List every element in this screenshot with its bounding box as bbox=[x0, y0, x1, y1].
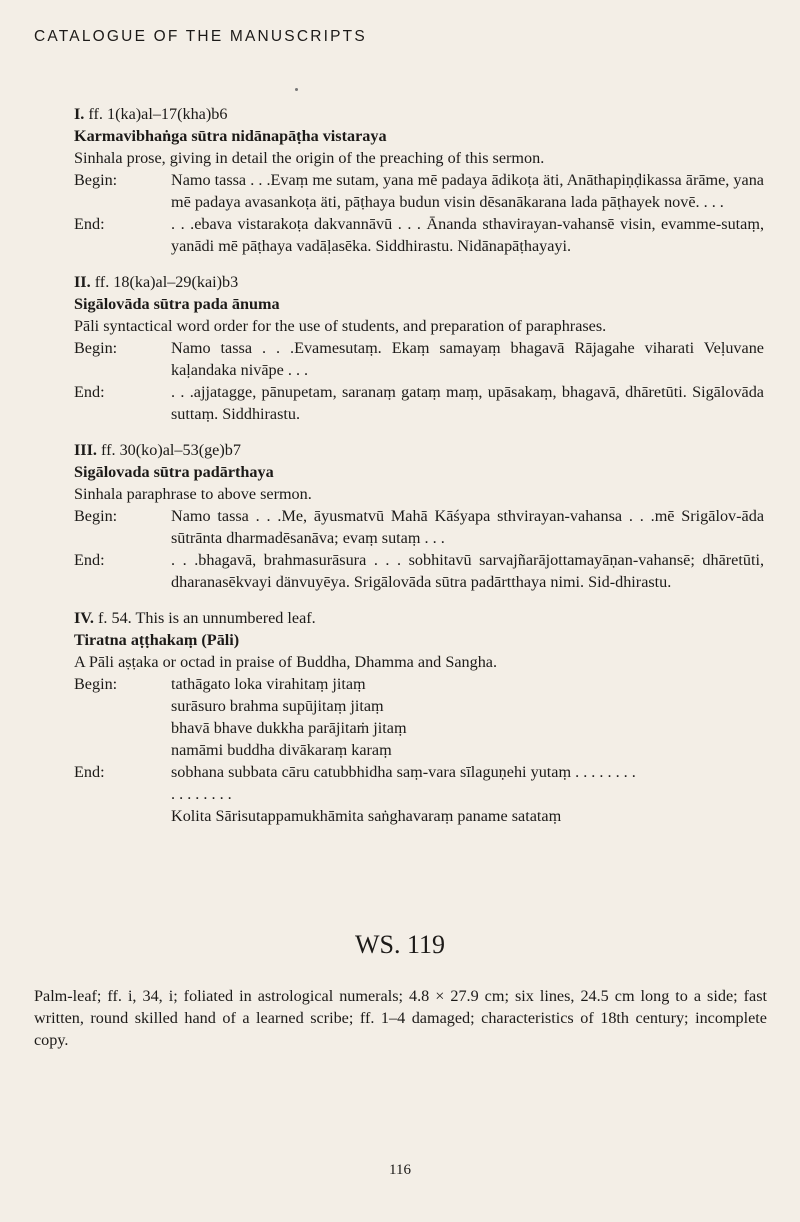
end-row bbox=[74, 381, 764, 425]
verse-line: namāmi buddha divākaraṃ karaṃ bbox=[171, 741, 392, 759]
page-number: 116 bbox=[389, 1162, 411, 1178]
manuscript-heading: WS. 119 bbox=[354, 930, 446, 959]
begin-label: Begin: bbox=[74, 171, 118, 189]
entry-folios: ff. 1(ka)al–17(kha)b6 bbox=[88, 105, 228, 123]
entry-heading bbox=[74, 439, 764, 461]
entry-iv bbox=[74, 607, 764, 827]
entry-heading bbox=[74, 271, 764, 293]
end-row bbox=[74, 213, 764, 257]
end-last-line: Kolita Sārisutappamukhāmita saṅghavaraṃ paname satataṃ bbox=[171, 807, 562, 825]
begin-text: Namo tassa . . .Evaṃ me sutam, yana mē padaya ādikoṭa äti, Anāthapiṇḍikassa ārāme, yana mē padaya avasankoṭa äti, pāṭhaya budun visin dēsanākarana lada pāṭhayek novē. . . . bbox=[171, 171, 764, 211]
entry-description: Pāli syntactical word order for the use of students, and preparation of paraphrases. bbox=[74, 317, 607, 335]
stray-mark bbox=[295, 88, 298, 91]
entry-description: A Pāli aṣṭaka or octad in praise of Buddha, Dhamma and Sangha. bbox=[74, 653, 498, 671]
end-label: End: bbox=[74, 383, 105, 401]
entry-title: Sigālovāda sūtra pada ānuma bbox=[74, 295, 280, 313]
entry-numeral: IV. bbox=[74, 609, 94, 627]
end-text: . . .ebava vistarakoṭa dakvannāvū . . . Ānanda sthavirayan-vahansē visin, evamme-sutaṃ, yanādi mē pāṭhaya vadāḷasēka. Siddhirastu. Nidānapāṭhayayi. bbox=[171, 215, 764, 255]
begin-text: Namo tassa . . .Me, āyusmatvū Mahā Kāśyapa sthvirayan-vahansa . . .mē Srigālov-āda sūtrānta dharmadēsanāva; evaṃ sutaṃ . . . bbox=[171, 507, 764, 547]
entry-description: Sinhala prose, giving in detail the origin of the preaching of this sermon. bbox=[74, 149, 545, 167]
entry-ii bbox=[74, 271, 764, 425]
entry-numeral: I. bbox=[74, 105, 85, 123]
end-label: End: bbox=[74, 215, 105, 233]
entry-heading bbox=[74, 607, 764, 629]
entry-numeral: II. bbox=[74, 273, 91, 291]
entry-title: Sigālovada sūtra padārthaya bbox=[74, 463, 274, 481]
catalogue-entries bbox=[74, 103, 764, 841]
ellipsis-line: . . . . . . . . bbox=[171, 785, 232, 803]
entry-folios: f. 54. This is an unnumbered leaf. bbox=[98, 609, 316, 627]
begin-row bbox=[74, 169, 764, 213]
verse-lines bbox=[171, 673, 764, 761]
entry-iii bbox=[74, 439, 764, 593]
begin-row bbox=[74, 673, 764, 761]
end-row bbox=[74, 549, 764, 593]
end-label: End: bbox=[74, 763, 105, 781]
verse-line: bhavā bhave dukkha parājitaṁ jitaṃ bbox=[171, 719, 407, 737]
entry-title: Karmavibhaṅga sūtra nidānapāṭha vistaraya bbox=[74, 127, 387, 145]
begin-label: Begin: bbox=[74, 675, 118, 693]
verse-line: surāsuro brahma supūjitaṃ jitaṃ bbox=[171, 697, 384, 715]
running-head: CATALOGUE OF THE MANUSCRIPTS bbox=[34, 28, 367, 45]
end-label: End: bbox=[74, 551, 105, 569]
verse-line: tathāgato loka virahitaṃ jitaṃ bbox=[171, 675, 366, 693]
entry-i bbox=[74, 103, 764, 257]
end-row bbox=[74, 761, 764, 783]
entry-title: Tiratna aṭṭhakaṃ (Pāli) bbox=[74, 631, 240, 649]
end-text: . . .ajjatagge, pānupetam, saranaṃ gataṃ maṃ, upāsakaṃ, bhagavā, dhāretūti. Sigālovāda suttaṃ. Siddhirastu. bbox=[171, 383, 764, 423]
begin-row bbox=[74, 505, 764, 549]
begin-label: Begin: bbox=[74, 507, 118, 525]
entry-numeral: III. bbox=[74, 441, 97, 459]
entry-folios: ff. 30(ko)al–53(ge)b7 bbox=[101, 441, 241, 459]
begin-text: Namo tassa . . .Evamesutaṃ. Ekaṃ samayaṃ bhagavā Rājagahe viharati Veḷuvane kaḷandaka nivāpe . . . bbox=[171, 339, 764, 379]
entry-heading bbox=[74, 103, 764, 125]
entry-description: Sinhala paraphrase to above sermon. bbox=[74, 485, 312, 503]
end-text: sobhana subbata cāru catubbhidha saṃ-vara sīlaguṇehi yutaṃ . . . . . . . . bbox=[171, 763, 636, 781]
begin-row bbox=[74, 337, 764, 381]
end-text: . . .bhagavā, brahmasurāsura . . . sobhitavū sarvajñarājottamayāṇan-vahansē; dhāretūti, dharanasēkvayi dänvuyēya. Srigālovāda sūtra padārtthaya nimi. Sid-dhirastu. bbox=[171, 551, 764, 591]
manuscript-description: Palm-leaf; ff. i, 34, i; foliated in astrological numerals; 4.8 × 27.9 cm; six lines, 24.5 cm long to a side; fast written, round skilled hand of a learned scribe; ff. 1–4 damaged; characteristics of 18th century; incomplete copy. bbox=[34, 987, 767, 1049]
begin-label: Begin: bbox=[74, 339, 118, 357]
entry-folios: ff. 18(ka)al–29(kai)b3 bbox=[94, 273, 239, 291]
